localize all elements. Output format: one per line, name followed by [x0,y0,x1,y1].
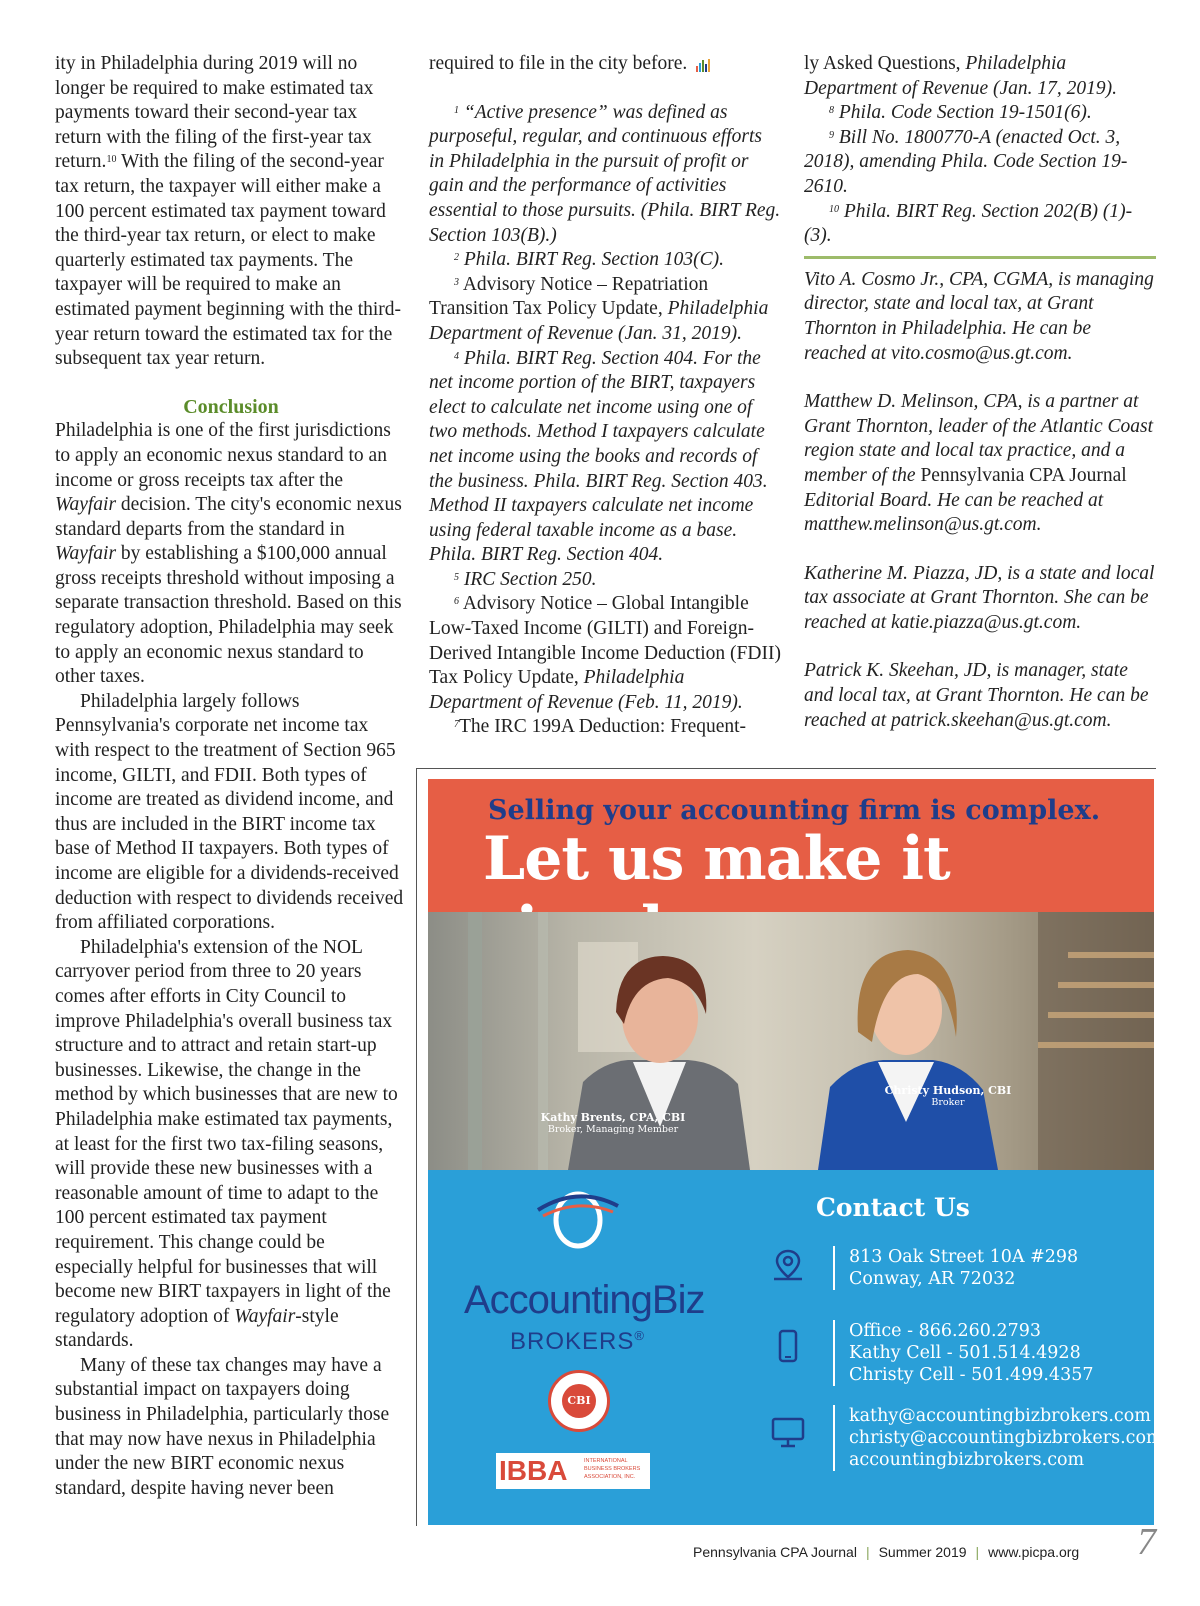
address-block: 813 Oak Street 10A #298 Conway, AR 72032 [833,1246,1078,1290]
logo-wordmark: AccountingBiz [464,1278,705,1322]
paragraph: Many of these tax changes may have a substantial impact on taxpayers doing business in Philadelphia, particularly those that may now have nexus in Philadelphia under the new BIRT economic nexus standard, despite having never been [55,1354,390,1499]
footnote: $^7$The IRC 199A Deduction: Frequent- [454,716,747,738]
location-pin-icon [770,1247,806,1283]
footnote: $^2$ Phila. BIRT Reg. Section 103(C). [454,249,725,271]
section-heading: Conclusion [183,395,279,418]
ad-headline-banner [428,779,1154,912]
article-column-3 [804,52,1156,733]
footnote: $^1$ “Active presence” was defined as purposeful, regular, and continuous efforts in Philadelphia in the pursuit of profit or gain and the performance of activities essential to those pursuits. (Phila. BIRT Reg. Section 103(B).) [429,101,781,246]
article-column-1 [55,52,407,1501]
footnote: $^8$ Phila. Code Section 19-1501(6). [829,102,1092,124]
phone-icon [770,1328,806,1364]
author-bio: Patrick K. Skeehan, JD, is manager, state and local tax, at Grant Thornton. He can be reached at patrick.skeehan@us.gt.com. [804,660,1149,731]
website-link[interactable]: accountingbizbrokers.com [849,1450,1085,1470]
article-column-2 [429,52,781,740]
ad-frame-left [416,768,417,1526]
footnote: $^9$ Bill No. 1800770-A (enacted Oct. 3, 2018), amending Phila. Code Section 19-2610. [804,126,1128,197]
footnote: $^{10}$ Phila. BIRT Reg. Section 202(B) (1)-(3). [804,200,1133,247]
page-footer: Pennsylvania CPA Journal | Summer 2019 | www.picpa.org [693,1544,1080,1560]
cbi-badge: CBI [548,1370,610,1432]
ibba-logo: IBBA INTERNATIONAL BUSINESS BROKERS ASSOCIATION, INC. [496,1453,650,1489]
computer-icon [770,1414,806,1450]
footnote: $^6$ Advisory Notice – Global Intangible Low-Taxed Income (GILTI) and Foreign-Derived Intangible Income Deduction (FDII) Tax Policy Update, Philadelphia Department of Revenue (Feb. 11, 2019). [429,593,781,713]
author-bio: Vito A. Cosmo Jr., CPA, CGMA, is managing director, state and local tax, at Grant Thornton in Philadelphia. He can be reached at vito.cosmo@us.gt.com. [804,268,1154,364]
author-bio: Matthew D. Melinson, CPA, is a partner at Grant Thornton, leader of the Atlantic Coast region state and local tax practice, and a member of the Pennsylvania CPA Journal Editorial Board. He can be reached at matthew.melinson@us.gt.com. [804,391,1154,536]
logo-subtitle: BROKERS® [510,1328,645,1355]
brokers-photo [428,912,1154,1170]
phone-block: Office - 866.260.2793 Kathy Cell - 501.514.4928 Christy Cell - 501.499.4357 [833,1320,1094,1386]
footer-journal: Pennsylvania CPA Journal [693,1544,857,1560]
ad-contact-panel [428,1170,1163,1525]
paragraph: ity in Philadelphia during 2019 will no longer be required to make estimated tax payments toward their second-year tax return with the filing of the first-year tax return.$^{10}$ With the filing of the second-year tax return, the taxpayer will either make a 100 percent estimated tax payment toward the third-year tax return, or elect to make quarterly estimated tax payments. The taxpayer will be required to make an estimated payment beginning with the third-year return toward the estimated tax for the subsequent tax year return. [55,53,402,370]
author-bio: Katherine M. Piazza, JD, is a state and local tax associate at Grant Thornton. She can be reached at katie.piazza@us.gt.com. [804,562,1155,633]
page-number: 7 [1137,1521,1156,1563]
footnote: $^4$ Phila. BIRT Reg. Section 404. For the net income portion of the BIRT, taxpayers elect to calculate net income using one of two methods. Method I taxpayers calculate net income using the books and records of the business. Phila. BIRT Reg. Section 403. Method II taxpayers calculate net income using federal taxable income as a base. Phila. BIRT Reg. Section 404. [429,347,768,566]
paragraph: Philadelphia's extension of the NOL carryover period from three to 20 years comes after efforts in City Council to improve Philadelphia's overall business tax structure and to attract and retain start-up businesses. Likewise, the change in the method by which businesses that are new to Philadelphia make estimated tax payments, at least for the first two tax-filing seasons, will provide these new businesses with a reasonable amount of time to adapt to the 100 percent estimated tax payment requirement. This change could be especially helpful for businesses that will become new BIRT taxpayers in light of the regulatory adoption of Wayfair-style standards. [55,936,398,1352]
person-caption-2: Christy Hudson, CBI Broker [884,1084,1012,1108]
paragraph: Philadelphia is one of the first jurisdictions to apply an economic nexus standard to an income or gross receipts tax after the Wayfair decision. The city's economic nexus standard departs from the standard in Wayfair by establishing a $100,000 annual gross receipts threshold without imposing a separate transaction threshold. Based on this regulatory adoption, Philadelphia may seek to apply an economic nexus standard to other taxes. [55,420,402,688]
contact-title: Contact Us [816,1193,970,1222]
ad-headline: Let us make it [483,824,950,894]
logo-globe-icon [533,1180,623,1250]
email-link[interactable]: christy@accountingbizbrokers.com [849,1428,1163,1448]
divider [804,256,1156,259]
footer-issue: Summer 2019 [878,1544,967,1560]
footer-site[interactable]: www.picpa.org [988,1544,1080,1560]
email-block [833,1405,1163,1471]
paragraph: Philadelphia largely follows Pennsylvania's corporate net income tax with respect to the treatment of Section 965 income, GILTI, and FDII. Both types of income are treated as dividend income, and thus are included in the BIRT income tax base of Method II taxpayers. Both types of income are eligible for a dividends-received deduction with respect to dividends received from affiliated corporations. [55,690,404,934]
ad-photo [428,912,1154,1170]
footnote: $^3$ Advisory Notice – Repatriation Transition Tax Policy Update, Philadelphia Department of Revenue (Jan. 31, 2019). [429,273,769,344]
ad-tagline: Selling your accounting firm is complex. [488,795,1101,826]
ad-frame-top [416,768,1156,769]
paragraph: required to file in the city before. [429,52,781,77]
person-caption-1: Kathy Brents, CPA, CBI Broker, Managing Member [540,1111,686,1135]
email-link[interactable]: kathy@accountingbizbrokers.com [849,1406,1151,1426]
footnote: ly Asked Questions, Philadelphia Department of Revenue (Jan. 17, 2019). [804,53,1117,99]
advertisement[interactable] [428,779,1163,1525]
end-mark-icon [695,57,711,73]
footnote: $^5$ IRC Section 250. [454,568,597,590]
